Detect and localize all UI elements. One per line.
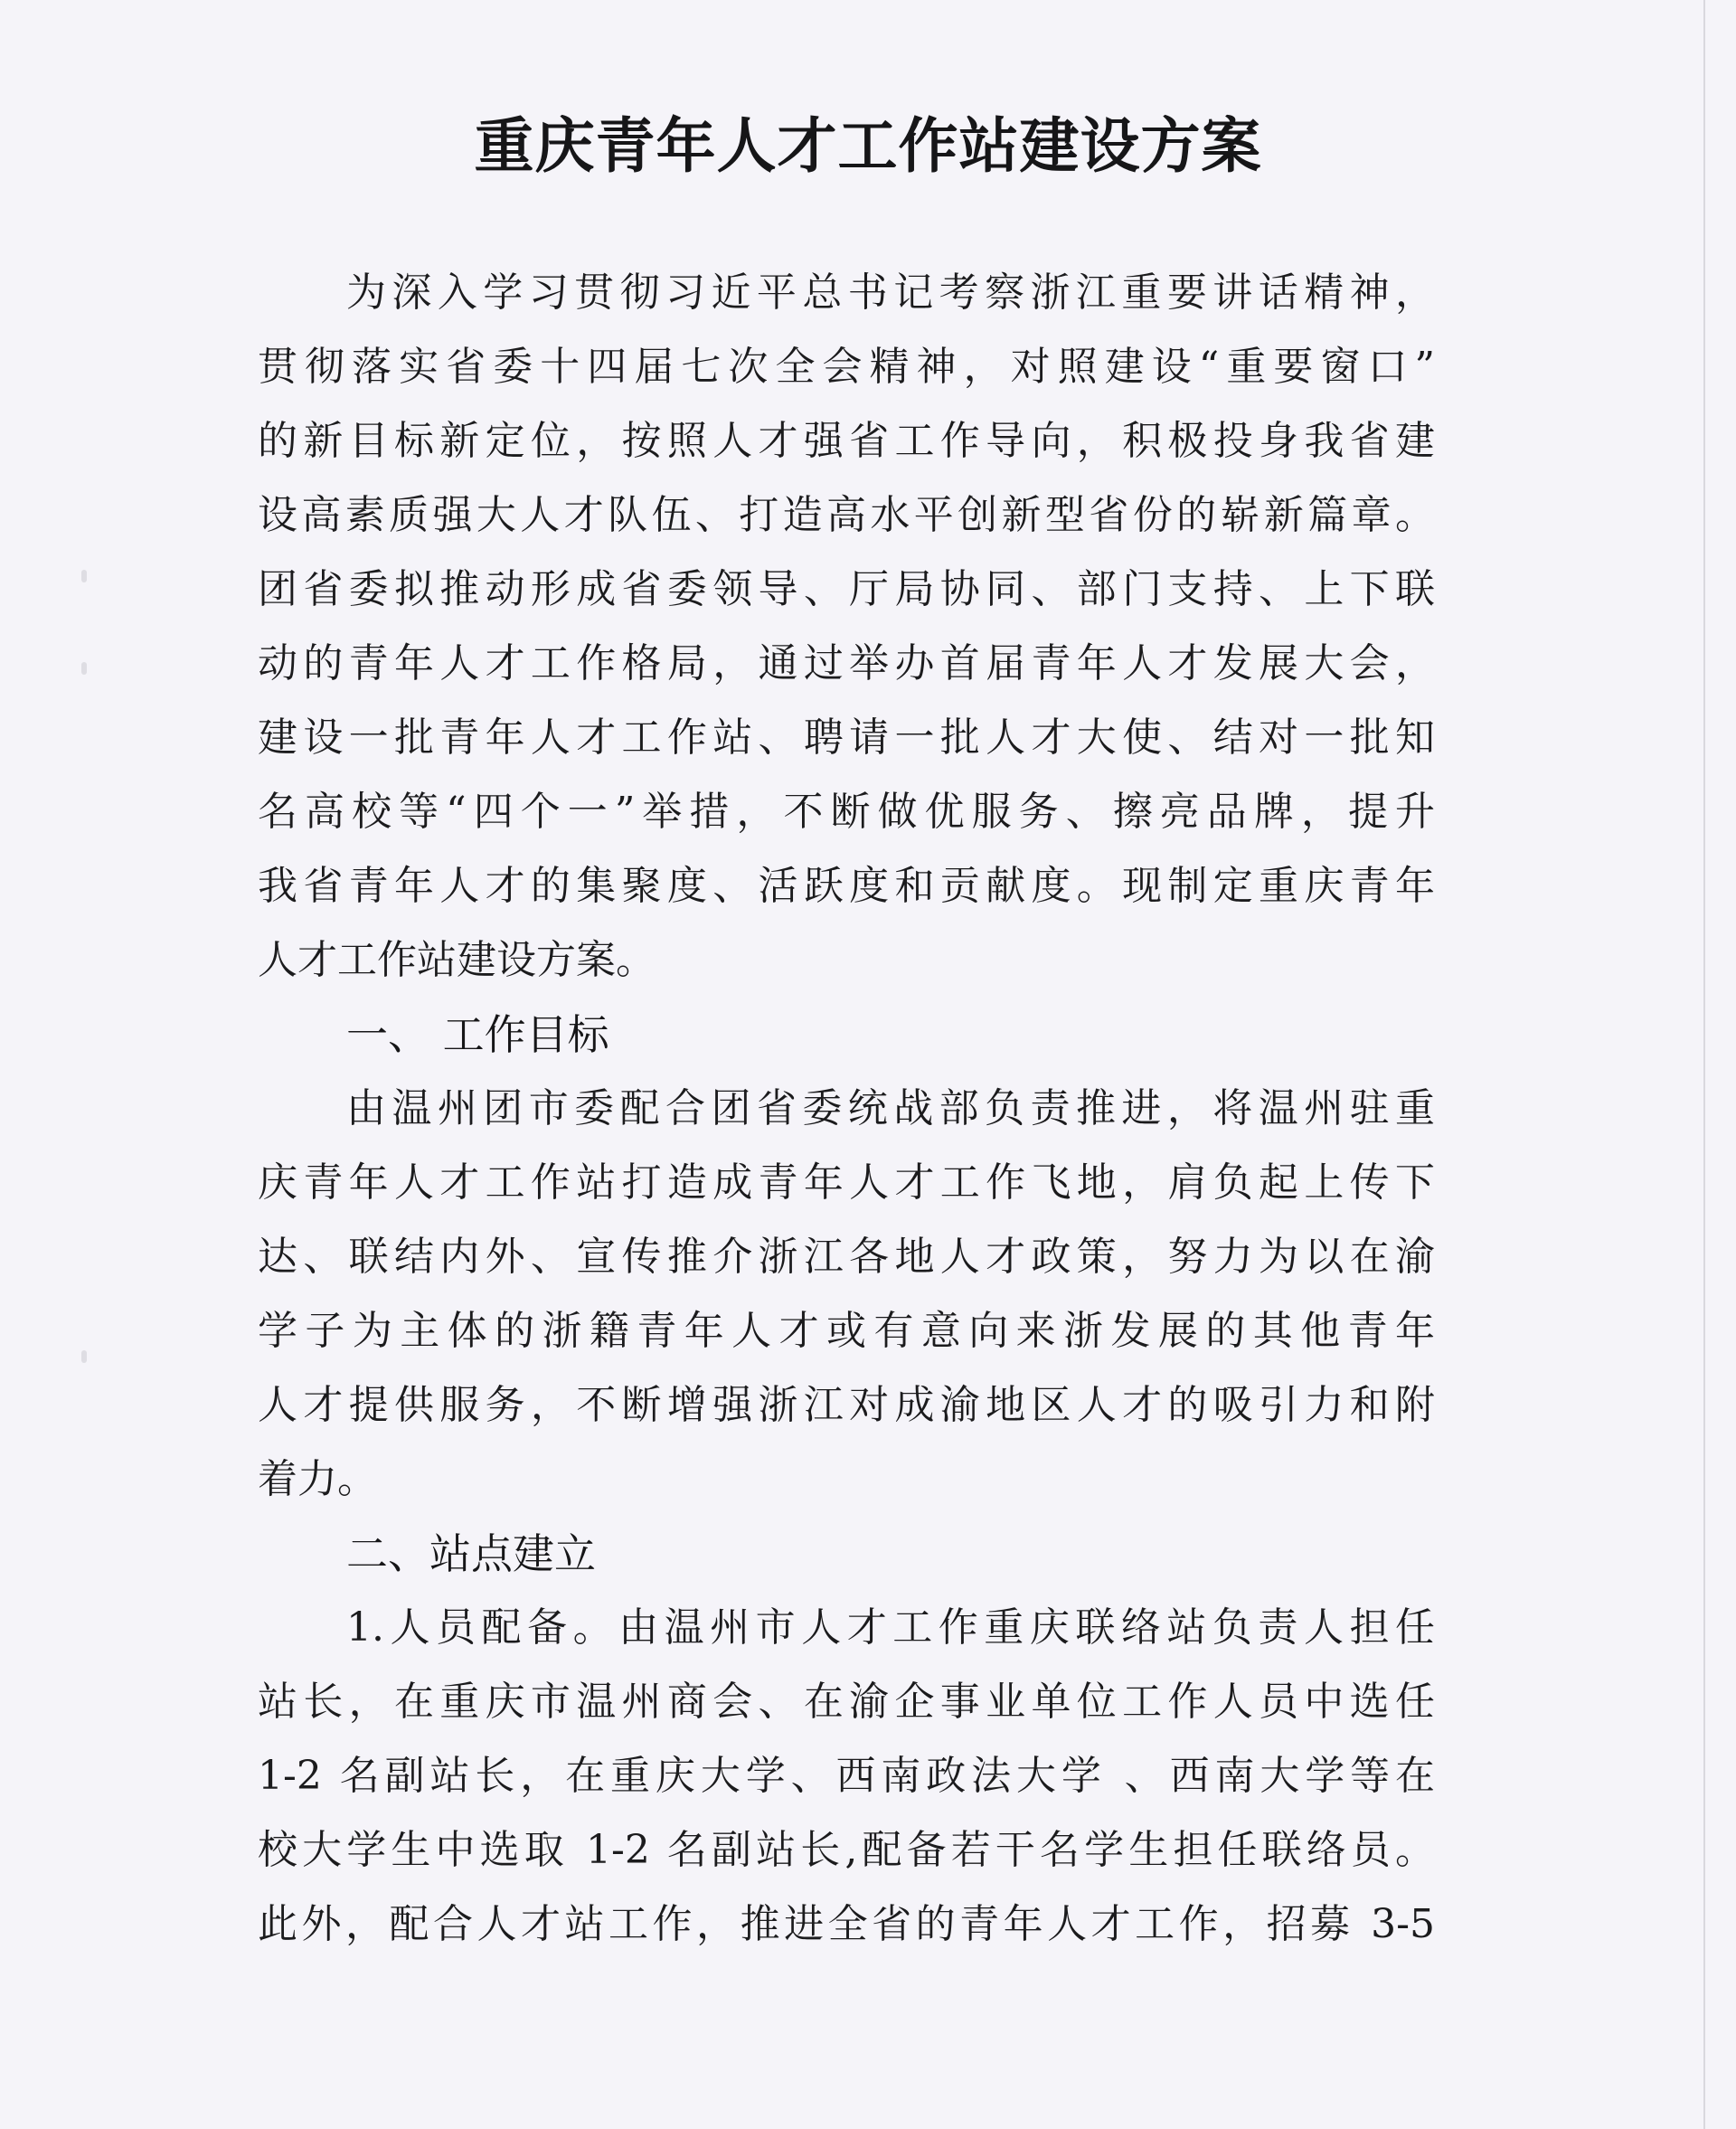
document-title: 重庆青年人才工作站建设方案 — [474, 111, 1262, 181]
paragraph-line: 的新目标新定位，按照人才强省工作导向，积极投身我省建 — [258, 418, 1435, 464]
paragraph-line: 动的青年人才工作格局，通过举办首届青年人才发展大会， — [258, 640, 1435, 686]
paragraph-line: 为深入学习贯彻习近平总书记考察浙江重要讲话精神， — [346, 270, 1435, 316]
section-heading-station: 二、站点建立 — [346, 1529, 596, 1578]
section-heading-goals: 一、 工作目标 — [346, 1010, 609, 1059]
paragraph-line: 由温州团市委配合团省委统战部负责推进，将温州驻重 — [346, 1085, 1435, 1131]
paragraph-line: 人才工作站建设方案。 — [258, 937, 656, 983]
paragraph-line: 团省委拟推动形成省委领导、厅局协同、部门支持、上下联 — [258, 566, 1435, 612]
paragraph-line: 学子为主体的浙籍青年人才或有意向来浙发展的其他青年 — [258, 1308, 1435, 1354]
paragraph-line: 此外，配合人才站工作，推进全省的青年人才工作，招募 3-5 — [258, 1901, 1435, 1947]
paragraph-line: 着力。 — [258, 1456, 377, 1502]
page-edge-shadow — [1703, 0, 1705, 2129]
paragraph-line: 校大学生中选取 1-2 名副站长,配备若干名学生担任联络员。 — [258, 1827, 1435, 1873]
punch-hole-mark — [81, 570, 87, 582]
paragraph-line: 1-2 名副站长，在重庆大学、西南政法大学 、西南大学等在 — [258, 1753, 1435, 1799]
punch-hole-mark — [81, 662, 87, 675]
paragraph-line: 人才提供服务，不断增强浙江对成渝地区人才的吸引力和附 — [258, 1382, 1435, 1428]
paragraph-line: 贯彻落实省委十四届七次全会精神，对照建设“重要窗口” — [258, 344, 1435, 390]
paragraph-line: 1.人员配备。由温州市人才工作重庆联络站负责人担任 — [346, 1604, 1435, 1651]
punch-hole-mark — [81, 1350, 87, 1363]
paragraph-line: 建设一批青年人才工作站、聘请一批人才大使、结对一批知 — [258, 714, 1435, 761]
paragraph-line: 站长，在重庆市温州商会、在渝企事业单位工作人员中选任 — [258, 1679, 1435, 1725]
paragraph-line: 达、联结内外、宣传推介浙江各地人才政策，努力为以在渝 — [258, 1234, 1435, 1280]
paragraph-line: 庆青年人才工作站打造成青年人才工作飞地，肩负起上传下 — [258, 1159, 1435, 1206]
paragraph-line: 设高素质强大人才队伍、打造高水平创新型省份的崭新篇章。 — [258, 492, 1435, 538]
paragraph-line: 名高校等“四个一”举措，不断做优服务、擦亮品牌，提升 — [258, 789, 1435, 835]
paragraph-line: 我省青年人才的集聚度、活跃度和贡献度。现制定重庆青年 — [258, 863, 1435, 909]
